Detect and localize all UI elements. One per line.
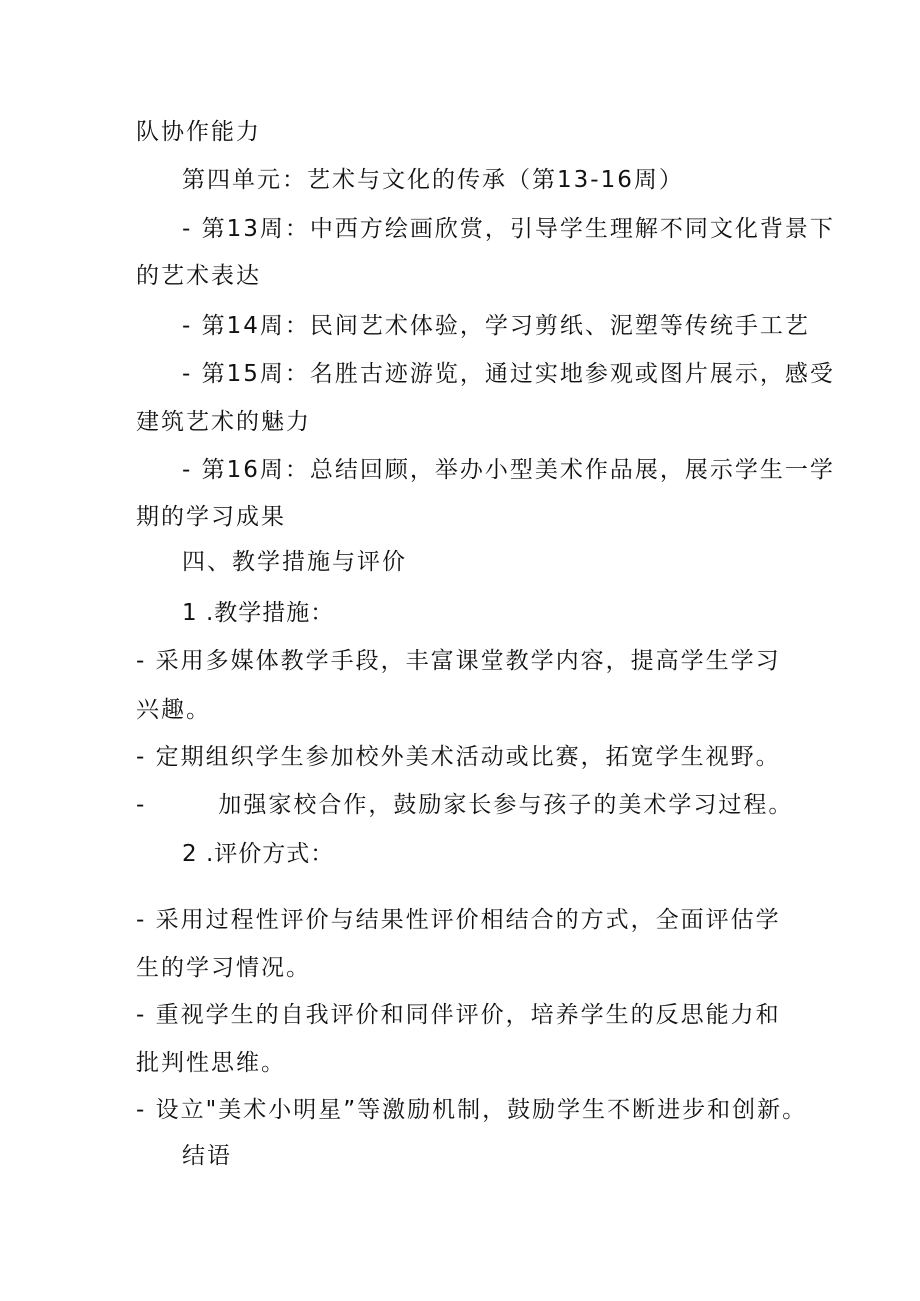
subsection-heading: 2 .评价方式： xyxy=(182,841,335,867)
text-line: 批判性思维。 xyxy=(136,1050,286,1076)
list-item: - 定期组织学生参加校外美术活动或比赛，拓宽学生视野。 xyxy=(136,744,781,770)
text-line: 的艺术表达 xyxy=(136,263,261,289)
unit-heading: 第四单元：艺术与文化的传承（第13-16周） xyxy=(182,167,684,193)
list-item: - 采用过程性评价与结果性评价相结合的方式，全面评估学 xyxy=(136,907,781,933)
text-line: 期的学习成果 xyxy=(136,504,286,530)
list-item: - 第13周：中西方绘画欣赏，引导学生理解不同文化背景下 xyxy=(182,216,835,242)
list-item-text: 加强家校合作，鼓励家长参与孩子的美术学习过程。 xyxy=(218,792,794,818)
list-item: - 第14周：民间艺术体验，学习剪纸、泥塑等传统手工艺 xyxy=(182,313,810,339)
text-line: 建筑艺术的魅力 xyxy=(136,409,311,435)
text-line: 兴趣。 xyxy=(136,697,211,723)
list-item: - 重视学生的自我评价和同伴评价，培养学生的反思能力和 xyxy=(136,1002,781,1028)
section-heading: 四、教学措施与评价 xyxy=(182,549,407,575)
text-line: 队协作能力 xyxy=(136,119,261,145)
list-item: - 第16周：总结回顾，举办小型美术作品展，展示学生一学 xyxy=(182,457,835,483)
subsection-heading: 1 .教学措施： xyxy=(182,600,335,626)
closing-heading: 结语 xyxy=(182,1143,232,1169)
list-item: - 设立"美术小明星”等激励机制，鼓励学生不断进步和创新。 xyxy=(136,1097,808,1123)
text-line: 生的学习情况。 xyxy=(136,955,311,981)
list-item xyxy=(136,789,793,821)
list-item: - 第15周：名胜古迹游览，通过实地参观或图片展示，感受 xyxy=(182,361,835,387)
list-dash: - xyxy=(136,792,147,818)
list-item: - 采用多媒体教学手段，丰富课堂教学内容，提高学生学习 xyxy=(136,648,781,674)
